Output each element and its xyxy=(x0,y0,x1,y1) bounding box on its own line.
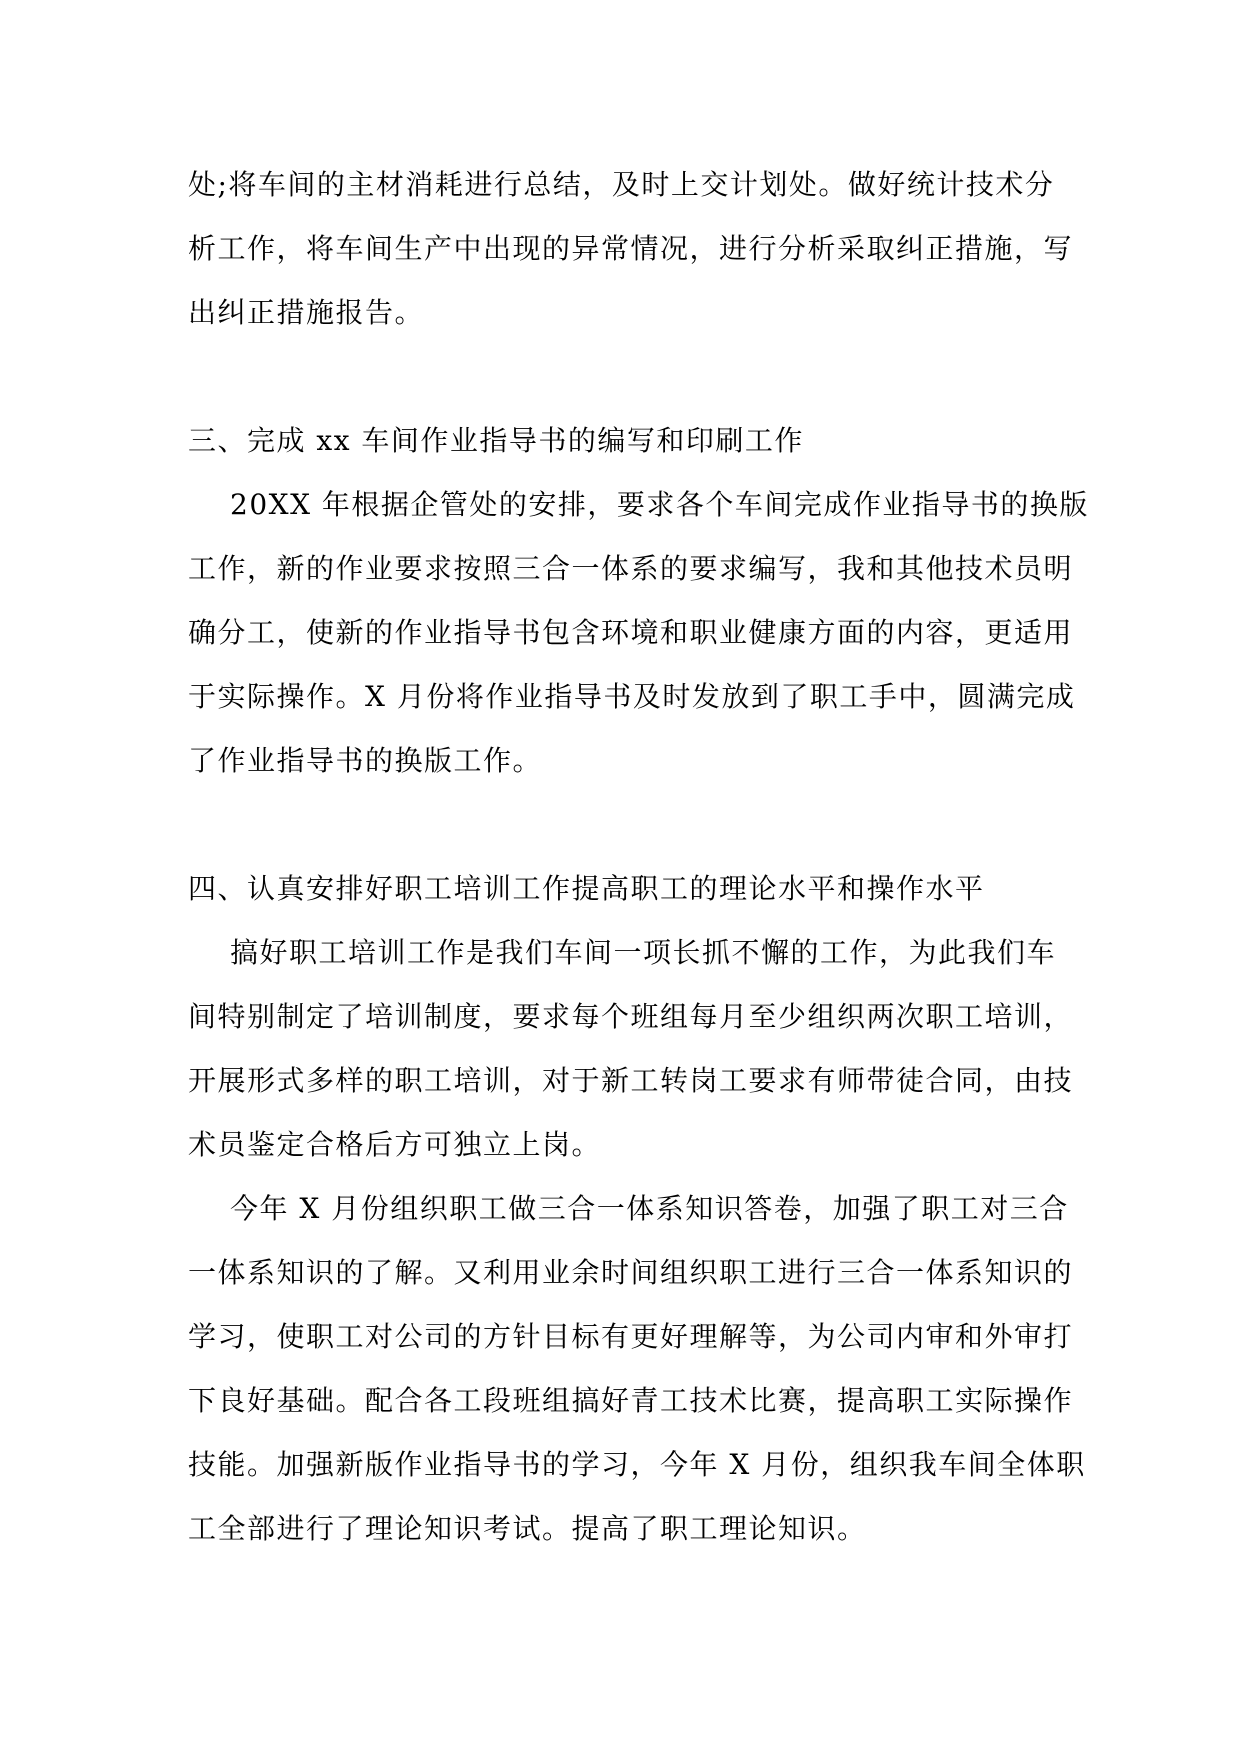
paragraph-line: 下良好基础。配合各工段班组搞好青工技术比赛，提高职工实际操作 xyxy=(188,1384,1074,1417)
paragraph-line: 出纠正措施报告。 xyxy=(188,296,425,329)
paragraph-line: 一体系知识的了解。又利用业余时间组织职工进行三合一体系知识的 xyxy=(188,1256,1074,1289)
paragraph-line: 工全部进行了理论知识考试。提高了职工理论知识。 xyxy=(188,1512,867,1545)
paragraph-line: 搞好职工培训工作是我们车间一项长抓不懈的工作，为此我们车 xyxy=(230,936,1057,969)
paragraph-line: 今年 X 月份组织职工做三合一体系知识答卷，加强了职工对三合 xyxy=(230,1192,1069,1225)
section-heading: 四、认真安排好职工培训工作提高职工的理论水平和操作水平 xyxy=(188,872,985,905)
paragraph-line: 学习，使职工对公司的方针目标有更好理解等，为公司内审和外审打 xyxy=(188,1320,1074,1353)
paragraph-line: 析工作，将车间生产中出现的异常情况，进行分析采取纠正措施，写 xyxy=(188,232,1074,265)
section-heading: 三、完成 xx 车间作业指导书的编写和印刷工作 xyxy=(188,424,804,457)
paragraph-line: 开展形式多样的职工培训，对于新工转岗工要求有师带徒合同，由技 xyxy=(188,1064,1074,1097)
paragraph-line: 技能。加强新版作业指导书的学习，今年 X 月份，组织我车间全体职 xyxy=(188,1448,1086,1481)
paragraph-line: 确分工，使新的作业指导书包含环境和职业健康方面的内容，更适用 xyxy=(188,616,1074,649)
paragraph-line: 20XX 年根据企管处的安排，要求各个车间完成作业指导书的换版 xyxy=(230,488,1089,521)
paragraph-line: 于实际操作。X 月份将作业指导书及时发放到了职工手中，圆满完成 xyxy=(188,680,1076,713)
paragraph-line: 间特别制定了培训制度，要求每个班组每月至少组织两次职工培训， xyxy=(188,1000,1074,1033)
paragraph-line: 了作业指导书的换版工作。 xyxy=(188,744,543,777)
paragraph-line: 处;将车间的主材消耗进行总结，及时上交计划处。做好统计技术分 xyxy=(188,168,1055,201)
paragraph-line: 术员鉴定合格后方可独立上岗。 xyxy=(188,1128,602,1161)
paragraph-line: 工作，新的作业要求按照三合一体系的要求编写，我和其他技术员明 xyxy=(188,552,1074,585)
